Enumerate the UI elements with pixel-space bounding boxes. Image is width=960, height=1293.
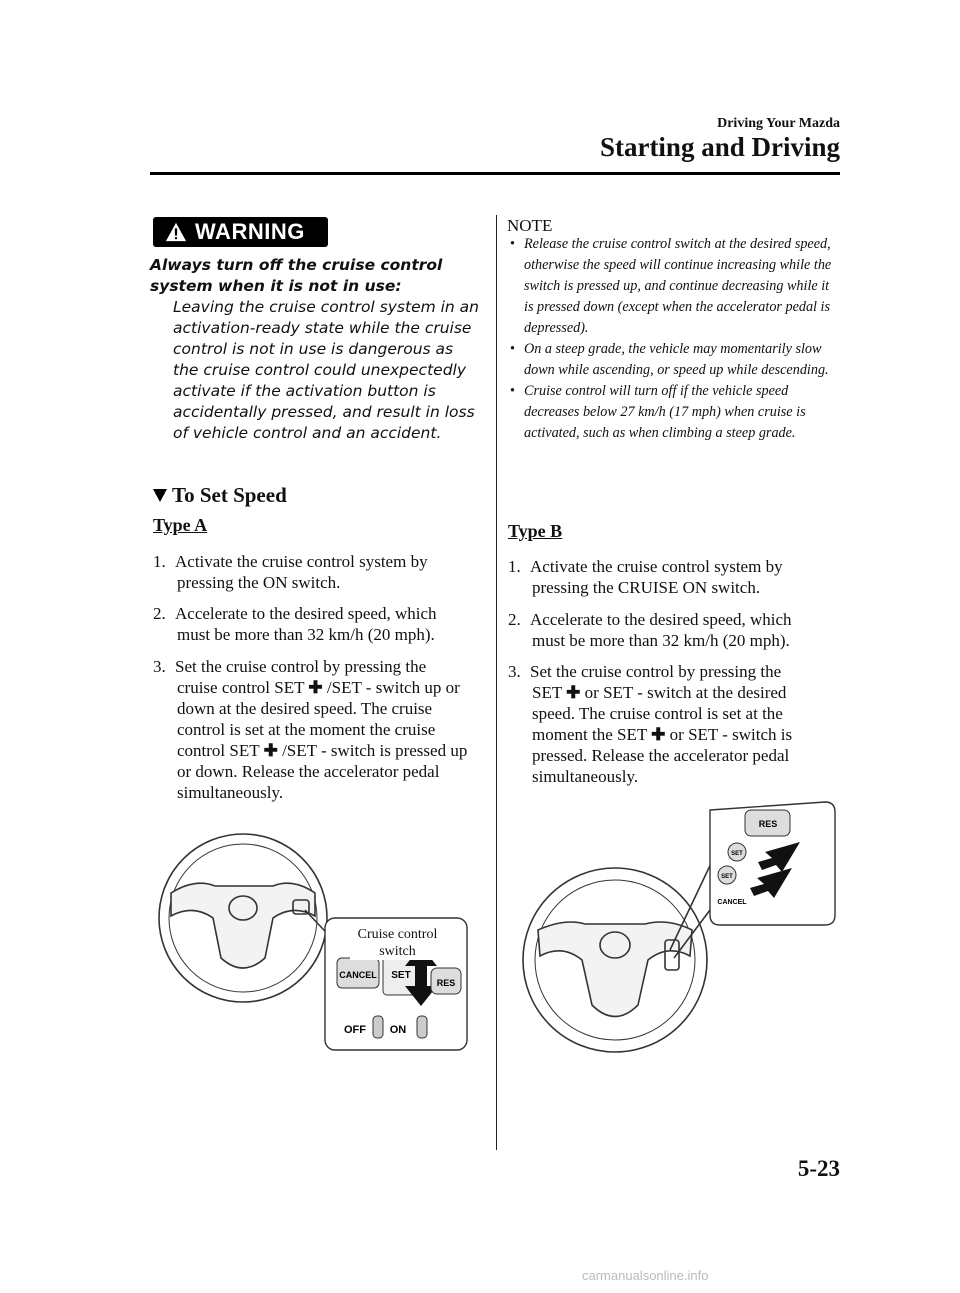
- section-heading: [153, 483, 287, 508]
- note-heading: NOTE: [507, 216, 553, 235]
- warning-badge: [153, 217, 328, 247]
- switch-label-res: RES: [436, 978, 456, 988]
- step-text: Activate the cruise control system by: [175, 552, 428, 571]
- plus-icon: ✚: [308, 678, 323, 697]
- step-text: cruise control SET: [177, 678, 305, 697]
- step-text: /SET - switch up or down at the desired speed. The cruise control is set at the moment the cruise control SET: [177, 678, 460, 760]
- running-header-title: Starting and Driving: [599, 132, 840, 162]
- step-text: or SET - switch is pressed. Release the accelerator pedal simultaneously.: [532, 725, 793, 786]
- type-a-heading: Type A: [153, 515, 208, 535]
- type-b-step-3: [508, 661, 828, 787]
- plus-icon: ✚: [263, 741, 278, 760]
- type-a-step-2: [153, 603, 473, 645]
- switch-closeup: [710, 802, 835, 925]
- step-number: 1.: [153, 552, 166, 571]
- step-text: Accelerate to the desired speed, which: [530, 610, 792, 629]
- switch-label-set: SET: [391, 970, 411, 981]
- step-text: or SET - switch at the desired speed. The cruise control is set at the moment the SET: [532, 683, 787, 744]
- step-text: must be more than 32 km/h (20 mph).: [532, 631, 790, 650]
- switch-label-off: OFF: [344, 1024, 366, 1036]
- warning-label: WARNING: [195, 219, 305, 244]
- steering-wheel-illustration: [523, 855, 715, 1052]
- type-b-heading: Type B: [508, 521, 563, 541]
- switch-label-set-minus: SET: [721, 874, 733, 880]
- switch-label-on: ON: [389, 1024, 407, 1036]
- column-divider: [496, 215, 497, 1150]
- warning-title: Always turn off the cruise control system when it is not in use:: [150, 256, 443, 295]
- step-text: SET: [532, 683, 562, 702]
- note-item: • Release the cruise control switch at the desired speed, otherwise the speed will continue increasing while the switch is pressed up, and continue decreasing while it is pressed down (except when the accelerator pedal is depressed).: [510, 234, 840, 339]
- note-list: [510, 234, 840, 444]
- running-header-section: Driving Your Mazda: [717, 116, 840, 131]
- step-text: pressing the CRUISE ON switch.: [532, 578, 761, 597]
- step-number: 3.: [508, 662, 521, 681]
- page-number: 5-23: [797, 1156, 840, 1181]
- note-item: • Cruise control will turn off if the vehicle speed decreases below 27 km/h (17 mph) when cruise is activated, such as when climbing a steep grade.: [510, 381, 840, 444]
- type-a-step-1: [153, 551, 473, 593]
- type-b-step-2: [508, 609, 828, 651]
- switch-label-res: RES: [758, 819, 778, 829]
- step-text: must be more than 32 km/h (20 mph).: [177, 625, 435, 644]
- plus-icon: ✚: [566, 683, 581, 702]
- warning-icon: [165, 221, 187, 243]
- step-number: 2.: [508, 610, 521, 629]
- step-text: Accelerate to the desired speed, which: [175, 604, 437, 623]
- switch-label-cancel: CANCEL: [717, 899, 747, 906]
- step-text: Activate the cruise control system by: [530, 557, 783, 576]
- section-triangle-icon: [153, 489, 167, 502]
- header-rule: [150, 172, 840, 175]
- step-text: /SET - switch is pressed up or down. Release the accelerator pedal simultaneously.: [177, 741, 468, 802]
- footer-watermark: carmanualsonline.info: [582, 1268, 709, 1283]
- step-number: 1.: [508, 557, 521, 576]
- switch-label-cancel: CANCEL: [339, 970, 377, 980]
- figure-callout: Cruise control switch: [350, 926, 445, 960]
- steering-wheel-figure-type-b: [520, 800, 840, 1075]
- step-number: 2.: [153, 604, 166, 623]
- step-text: Set the cruise control by pressing the: [530, 662, 782, 681]
- step-text: Set the cruise control by pressing the: [175, 657, 427, 676]
- step-number: 3.: [153, 657, 166, 676]
- type-a-step-3: [153, 656, 473, 803]
- section-title: To Set Speed: [172, 483, 287, 507]
- switch-label-set-plus: SET: [731, 851, 743, 857]
- plus-icon: ✚: [651, 725, 666, 744]
- warning-body: Leaving the cruise control system in an activation-ready state while the cruise control is not in use is dangerous as the cruise control could unexpectedly activate if the activation button is accidentally pressed, and result in loss of vehicle control and an accident.: [173, 298, 480, 442]
- type-b-step-1: [508, 556, 828, 598]
- step-text: pressing the ON switch.: [177, 573, 341, 592]
- note-item: • On a steep grade, the vehicle may momentarily slow down while ascending, or speed up while descending.: [510, 339, 840, 381]
